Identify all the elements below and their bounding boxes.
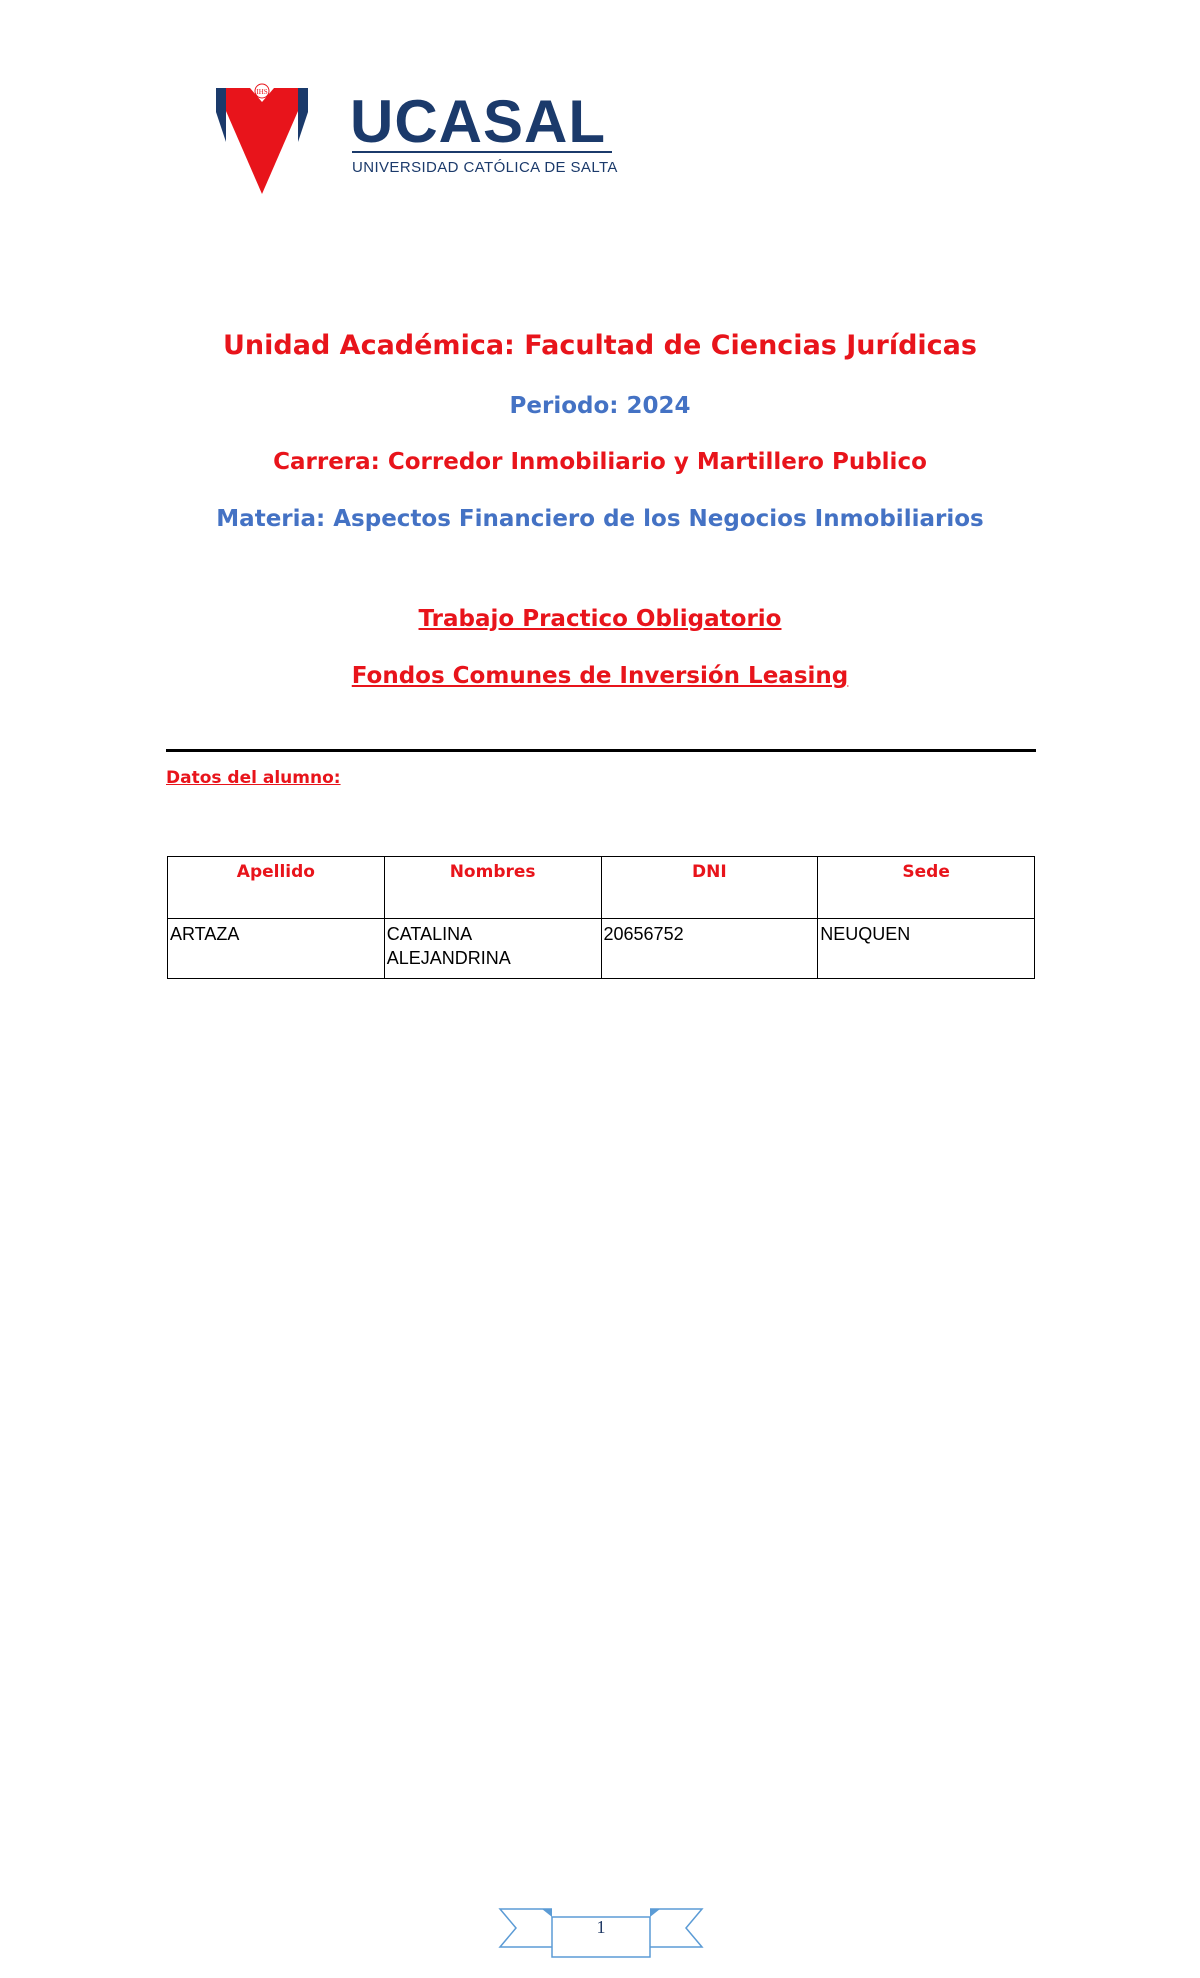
- logo-subtitle: UNIVERSIDAD CATÓLICA DE SALTA: [352, 159, 618, 176]
- cell-nombres: [384, 919, 601, 979]
- carrera-heading: Carrera: Corredor Inmobiliario y Martillero Publico: [273, 449, 927, 475]
- column-header-sede: Sede: [818, 857, 1035, 919]
- cell-dni: 20656752: [601, 919, 818, 979]
- column-header-dni: DNI: [601, 857, 818, 919]
- divider-line: [166, 749, 1036, 752]
- page-number: 1: [596, 1917, 606, 1937]
- logo-wordmark: UCASAL: [350, 88, 606, 155]
- trabajo-subtitle: Fondos Comunes de Inversión Leasing: [351, 663, 849, 689]
- ucasal-logo: [212, 82, 622, 198]
- column-header-nombres: Nombres: [384, 857, 601, 919]
- cell-apellido: ARTAZA: [168, 919, 385, 979]
- datos-alumno-label: Datos del alumno:: [166, 768, 341, 788]
- table-header-row: [168, 857, 1035, 919]
- datos-alumno-table: [167, 856, 1035, 979]
- column-header-apellido: Apellido: [168, 857, 385, 919]
- trabajo-title: Trabajo Practico Obligatorio: [418, 606, 782, 632]
- logo-emblem: IHS: [256, 88, 268, 96]
- cell-nombres-line2: ALEJANDRINA: [386, 948, 511, 968]
- unidad-academica-heading: Unidad Académica: Facultad de Ciencias Jurídicas: [223, 330, 977, 361]
- cell-sede: NEUQUEN: [818, 919, 1035, 979]
- materia-heading: Materia: Aspectos Financiero de los Negocios Inmobiliarios: [216, 506, 984, 532]
- periodo-heading: Periodo: 2024: [509, 393, 691, 419]
- cell-nombres-line1: CATALINA: [386, 924, 473, 944]
- page-number-ribbon: [496, 1895, 706, 1961]
- ucasal-logo-image: [212, 82, 622, 198]
- table-row: [168, 919, 1035, 979]
